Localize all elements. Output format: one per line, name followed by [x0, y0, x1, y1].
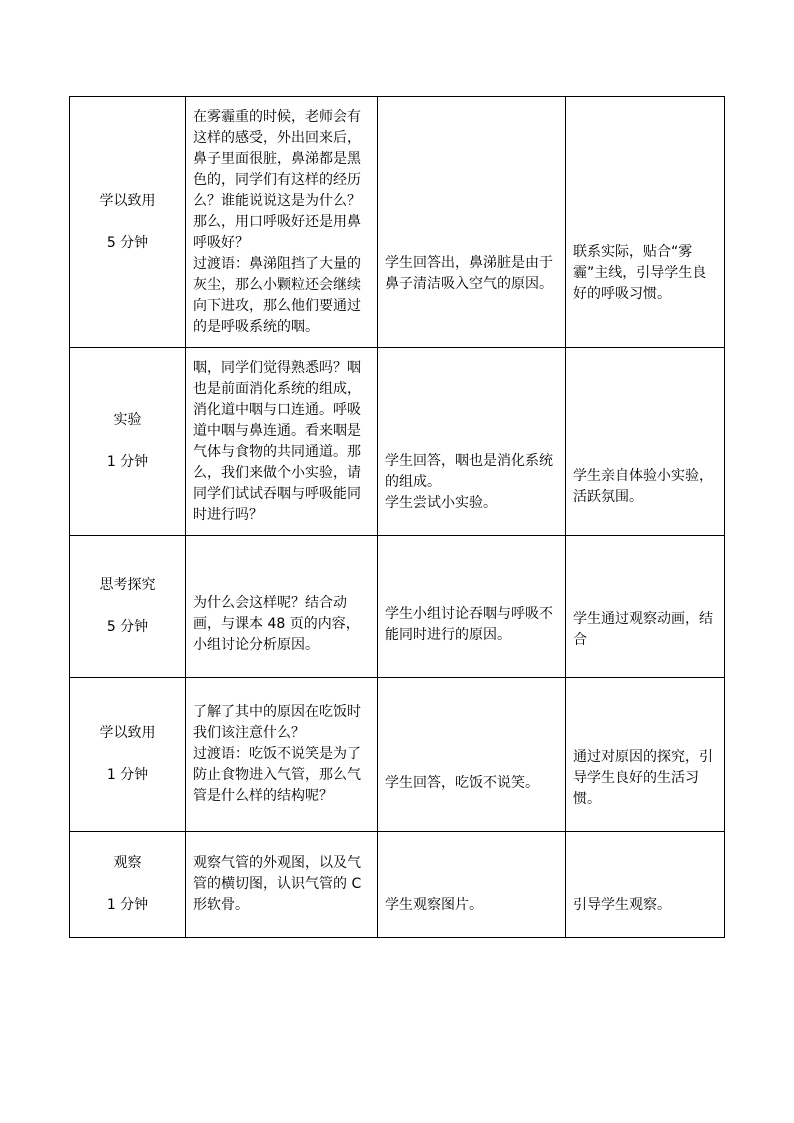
teacher-activity-cell: 了解了其中的原因在吃饭时我们该注意什么？ 过渡语：吃饭不说笑是为了防止食物进入气管，那么气管是什么样的结构呢？	[186, 678, 378, 832]
design-intent-text: 学生亲自体验小实验，活跃氛围。	[573, 468, 713, 505]
student-activity-cell	[378, 678, 566, 832]
table-row	[70, 536, 725, 678]
lesson-plan-table	[69, 96, 725, 938]
table-row	[70, 678, 725, 832]
teacher-activity-cell: 观察气管的外观图，以及气管的横切图，认识气管的 C 形软骨。	[186, 832, 378, 938]
design-intent-text: 学生通过观察动画，结合	[573, 611, 713, 648]
stage-cell	[70, 97, 186, 348]
stage-cell	[70, 348, 186, 536]
student-activity-cell	[378, 832, 566, 938]
student-activity-cell	[378, 97, 566, 348]
stage-name: 学以致用	[99, 725, 156, 741]
stage-time: 1 分钟	[106, 454, 149, 470]
design-intent-cell	[566, 348, 725, 536]
student-activity-cell	[378, 536, 566, 678]
stage-time: 1 分钟	[106, 897, 149, 913]
student-activity-text: 学生回答，咽也是消化系统的组成。 学生尝试小实验。	[385, 453, 553, 511]
design-intent-text: 引导学生观察。	[573, 896, 671, 913]
stage-time: 5 分钟	[106, 234, 149, 251]
table-row	[70, 348, 725, 536]
stage-name: 观察	[113, 855, 142, 871]
table-row	[70, 97, 725, 348]
stage-cell	[70, 832, 186, 938]
design-intent-cell	[566, 97, 725, 348]
design-intent-text: 通过对原因的探究，引导学生良好的生活习惯。	[573, 749, 713, 807]
stage-name: 思考探究	[99, 577, 156, 593]
student-activity-text: 学生观察图片。	[385, 896, 483, 913]
student-activity-text: 学生回答出，鼻涕脏是由于鼻子清洁吸入空气的原因。	[385, 254, 553, 292]
stage-name: 实验	[113, 412, 142, 428]
student-activity-text: 学生回答，吃饭不说笑。	[385, 775, 539, 791]
teacher-activity-text: 为什么会这样呢？结合动画，与课本 48 页的内容，小组讨论分析原因。	[193, 595, 360, 653]
table-row	[70, 832, 725, 938]
design-intent-cell	[566, 678, 725, 832]
teacher-activity-cell: 在雾霾重的时候，老师会有这样的感受，外出回来后，鼻子里面很脏，鼻涕都是黑色的，同学们有这样的经历么？谁能说说这是为什么？那么，用口呼吸好还是用鼻呼吸好？ 过渡语：鼻涕阻挡了大量的灰尘，那么小颗粒还会继续向下进攻，那么他们要通过的是呼吸系统的咽。	[186, 97, 378, 348]
stage-time: 1 分钟	[106, 767, 149, 783]
design-intent-text: 联系实际，贴合“雾霾”主线，引导学生良好的呼吸习惯。	[573, 244, 707, 302]
stage-cell	[70, 536, 186, 678]
student-activity-cell	[378, 348, 566, 536]
stage-cell	[70, 678, 186, 832]
student-activity-text: 学生小组讨论吞咽与呼吸不能同时进行的原因。	[385, 605, 553, 643]
teacher-activity-cell	[186, 536, 378, 678]
stage-name: 学以致用	[99, 192, 156, 209]
teacher-activity-cell: 咽，同学们觉得熟悉吗？咽也是前面消化系统的组成，消化道中咽与口连通。呼吸道中咽与鼻连通。看来咽是气体与食物的共同通道。那么，我们来做个小实验，请同学们试试吞咽与呼吸能同时进行吗？	[186, 348, 378, 536]
stage-time: 5 分钟	[106, 619, 149, 635]
design-intent-cell	[566, 536, 725, 678]
design-intent-cell	[566, 832, 725, 938]
